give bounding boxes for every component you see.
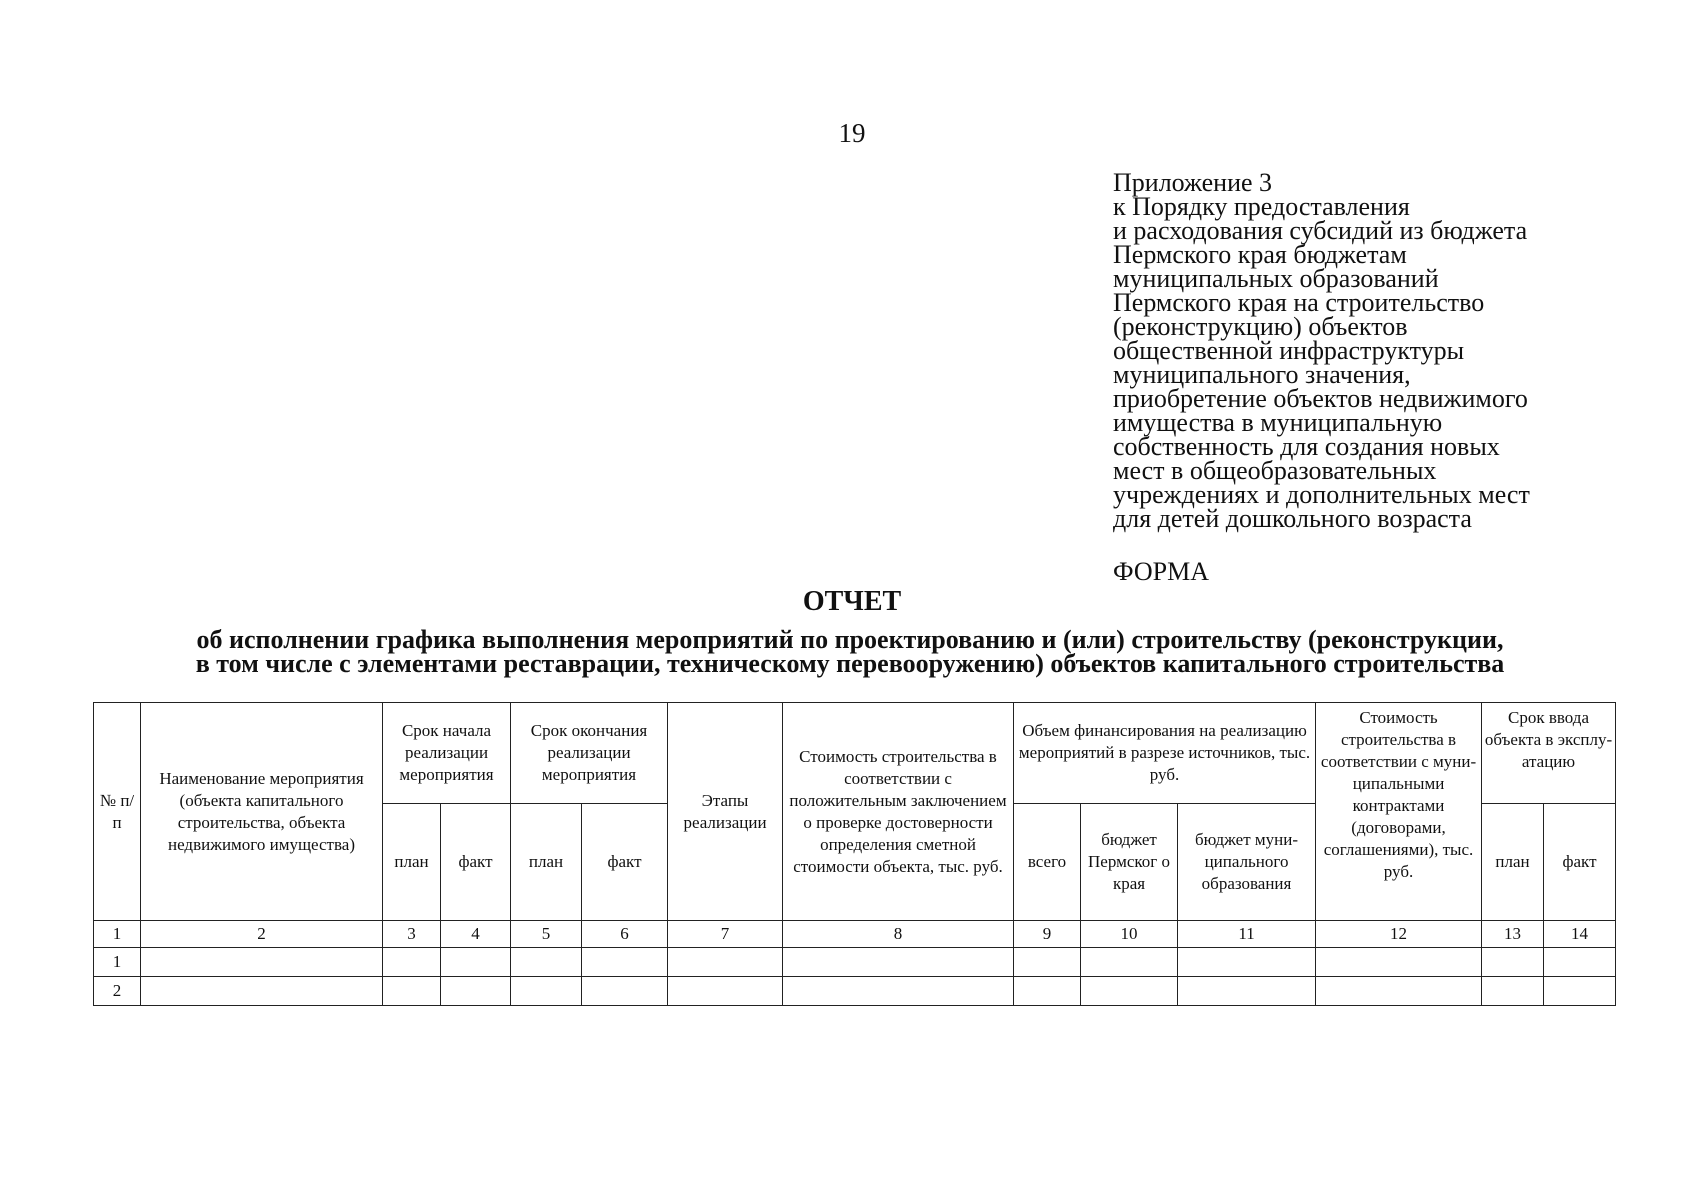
appendix-line: Приложение 3 bbox=[1113, 168, 1273, 197]
table-cell[interactable] bbox=[1316, 977, 1482, 1006]
appendix-line: Пермского края бюджетам bbox=[1113, 240, 1407, 269]
appendix-line: Пермского края на строительство bbox=[1113, 288, 1485, 317]
header-stages: Этапы реализации bbox=[668, 703, 783, 921]
column-number: 4 bbox=[441, 921, 511, 948]
table-cell[interactable] bbox=[141, 977, 383, 1006]
table-cell[interactable] bbox=[383, 948, 441, 977]
table-cell[interactable] bbox=[1482, 977, 1544, 1006]
column-number: 13 bbox=[1482, 921, 1544, 948]
appendix-line: приобретение объектов недвижимого bbox=[1113, 384, 1528, 413]
column-number: 7 bbox=[668, 921, 783, 948]
column-number: 6 bbox=[582, 921, 668, 948]
table-cell[interactable] bbox=[783, 977, 1014, 1006]
table-cell[interactable] bbox=[1081, 948, 1178, 977]
table-row bbox=[94, 948, 1616, 977]
table-cell[interactable] bbox=[383, 977, 441, 1006]
appendix-line: мест в общеобразовательных bbox=[1113, 456, 1437, 485]
table-cell[interactable] bbox=[141, 948, 383, 977]
table-cell[interactable] bbox=[1081, 977, 1178, 1006]
header-commission: Срок ввода объекта в эксплу-атацию bbox=[1482, 703, 1616, 804]
table-cell[interactable] bbox=[1482, 948, 1544, 977]
header-end-plan: план bbox=[511, 804, 582, 921]
column-number: 12 bbox=[1316, 921, 1482, 948]
table-cell[interactable] bbox=[783, 948, 1014, 977]
table-row bbox=[94, 977, 1616, 1006]
header-end: Срок окончания реализации мероприятия bbox=[511, 703, 668, 804]
table-cell[interactable] bbox=[511, 948, 582, 977]
header-municipal-budget: бюджет муни-ципального образования bbox=[1178, 804, 1316, 921]
column-number: 8 bbox=[783, 921, 1014, 948]
table-cell[interactable] bbox=[668, 948, 783, 977]
forma-label: ФОРМА bbox=[1113, 557, 1209, 586]
report-subtitle-line: в том числе с элементами реставрации, техническому перевооружению) объектов капитального строительства bbox=[195, 649, 1505, 678]
row-number: 1 bbox=[94, 948, 141, 977]
column-number: 5 bbox=[511, 921, 582, 948]
table-cell[interactable] bbox=[441, 948, 511, 977]
appendix-line: и расходования субсидий из бюджета bbox=[1113, 216, 1528, 245]
header-num: № п/п bbox=[94, 703, 141, 921]
appendix-line: собственность для создания новых bbox=[1113, 432, 1500, 461]
table-cell[interactable] bbox=[511, 977, 582, 1006]
appendix-line: муниципального значения, bbox=[1113, 360, 1411, 389]
header-start: Срок начала реализации мероприятия bbox=[383, 703, 511, 804]
table-cell[interactable] bbox=[1316, 948, 1482, 977]
table-cell[interactable] bbox=[668, 977, 783, 1006]
appendix-line: к Порядку предоставления bbox=[1113, 192, 1410, 221]
header-row-1 bbox=[94, 703, 1616, 804]
column-number: 10 bbox=[1081, 921, 1178, 948]
appendix-line: имущества в муниципальную bbox=[1113, 408, 1443, 437]
header-contract-cost: Стоимость строительства в соответствии с муни-ципальными контрактами (договорами, соглашениями), тыс. руб. bbox=[1316, 703, 1482, 921]
table-cell[interactable] bbox=[582, 948, 668, 977]
appendix-line: для детей дошкольного возраста bbox=[1113, 504, 1472, 533]
appendix-block bbox=[1113, 168, 1673, 533]
table-cell[interactable] bbox=[441, 977, 511, 1006]
table-cell[interactable] bbox=[1014, 977, 1081, 1006]
report-table bbox=[93, 702, 1616, 1006]
header-financing-total: всего bbox=[1014, 804, 1081, 921]
report-subtitle-line: об исполнении графика выполнения мероприятий по проектированию и (или) строительству (реконструкции, bbox=[196, 625, 1504, 654]
page-number: 19 bbox=[838, 118, 866, 148]
appendix-line: учреждениях и дополнительных мест bbox=[1113, 480, 1530, 509]
column-number-row bbox=[94, 921, 1616, 948]
column-number: 9 bbox=[1014, 921, 1081, 948]
header-end-fact: факт bbox=[582, 804, 668, 921]
row-number: 2 bbox=[94, 977, 141, 1006]
header-regional-budget: бюджет Пермског о края bbox=[1081, 804, 1178, 921]
appendix-line: муниципальных образований bbox=[1113, 264, 1439, 293]
column-number: 14 bbox=[1544, 921, 1616, 948]
table-cell[interactable] bbox=[1544, 948, 1616, 977]
header-commission-fact: факт bbox=[1544, 804, 1616, 921]
header-commission-plan: план bbox=[1482, 804, 1544, 921]
header-cost: Стоимость строительства в соответствии с положительным заключением о проверке достоверности определения сметной стоимости объекта, тыс. руб. bbox=[783, 703, 1014, 921]
appendix-line: (реконструкцию) объектов bbox=[1113, 312, 1408, 341]
appendix-line: общественной инфраструктуры bbox=[1113, 336, 1465, 365]
table-cell[interactable] bbox=[1178, 977, 1316, 1006]
report-title: ОТЧЕТ bbox=[802, 586, 902, 617]
table-cell[interactable] bbox=[1014, 948, 1081, 977]
header-start-plan: план bbox=[383, 804, 441, 921]
column-number: 11 bbox=[1178, 921, 1316, 948]
column-number: 3 bbox=[383, 921, 441, 948]
column-number: 1 bbox=[94, 921, 141, 948]
report-subtitle bbox=[120, 625, 1580, 678]
header-financing: Объем финансирования на реализацию мероприятий в разрезе источников, тыс. руб. bbox=[1014, 703, 1316, 804]
header-name: Наименование мероприятия (объекта капитального строительства, объекта недвижимого имущества) bbox=[141, 703, 383, 921]
header-start-fact: факт bbox=[441, 804, 511, 921]
table-cell[interactable] bbox=[1544, 977, 1616, 1006]
table-cell[interactable] bbox=[1178, 948, 1316, 977]
table-cell[interactable] bbox=[582, 977, 668, 1006]
column-number: 2 bbox=[141, 921, 383, 948]
